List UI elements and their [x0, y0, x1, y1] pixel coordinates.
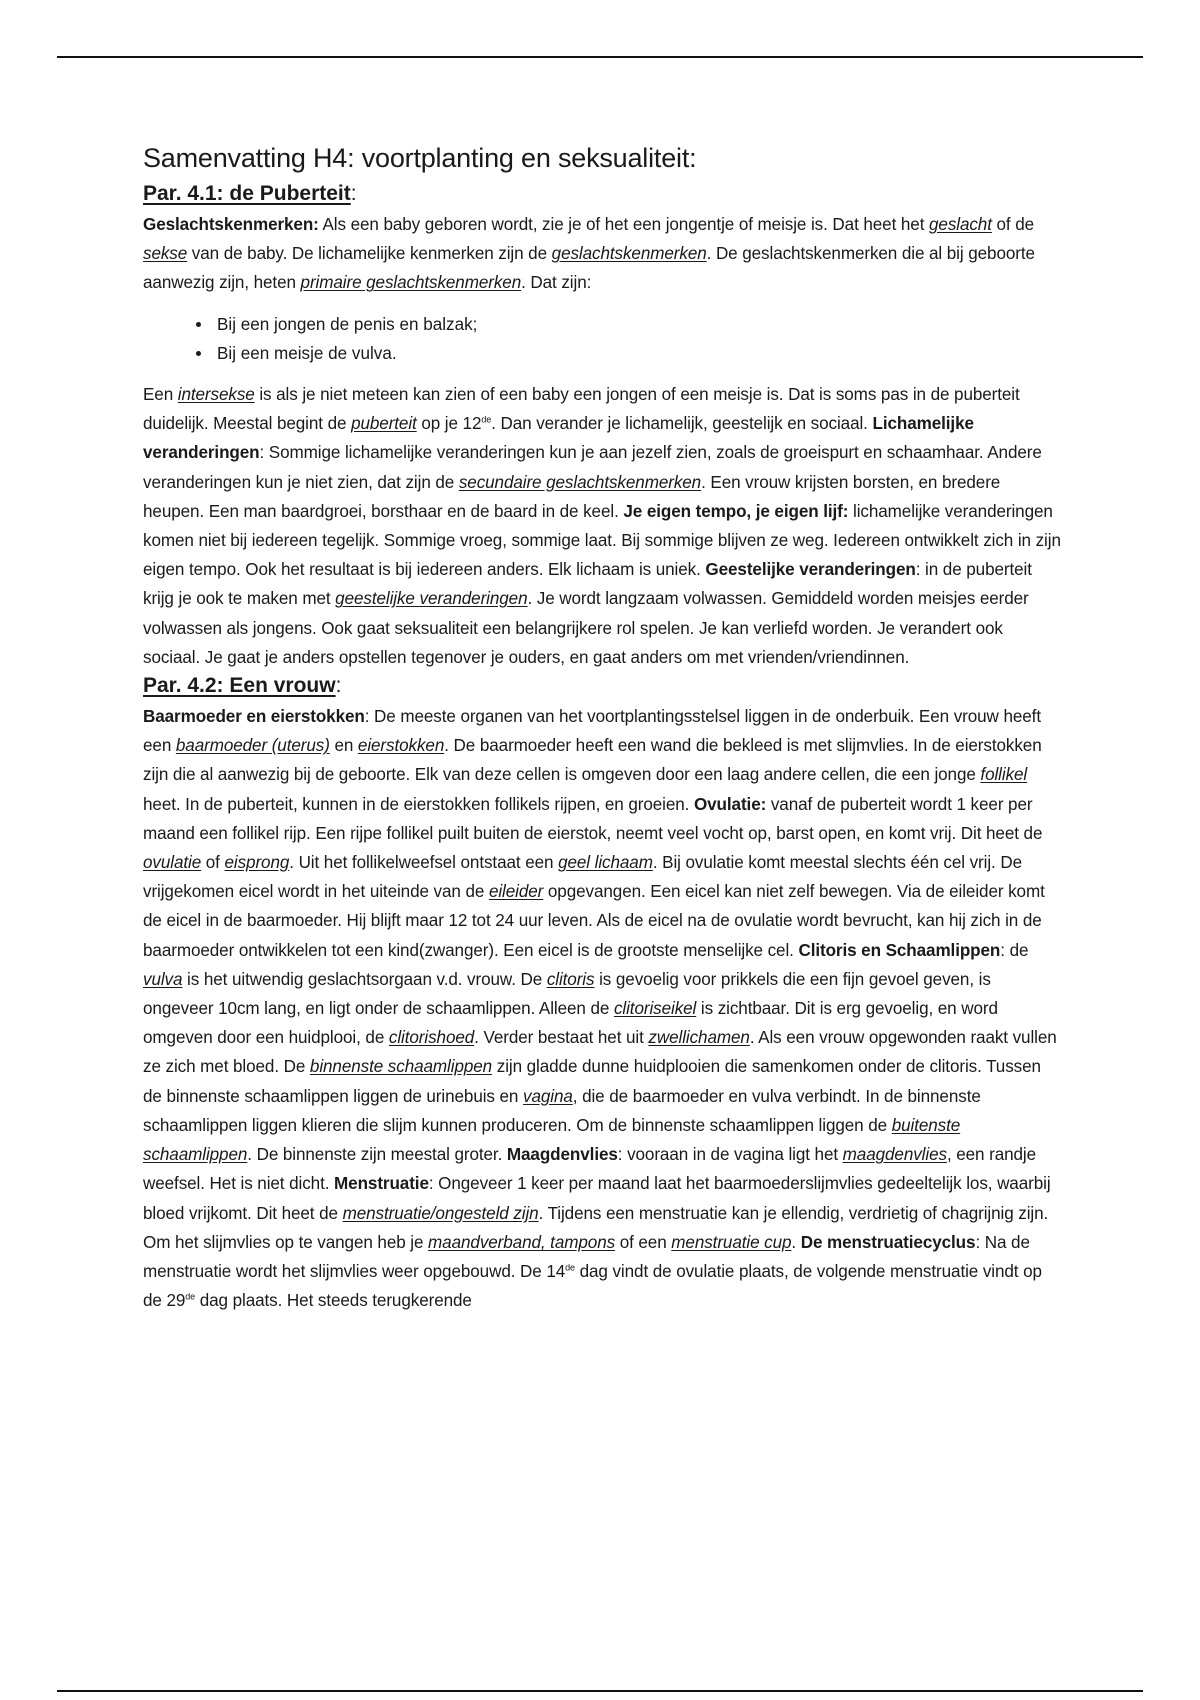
list-item: • Bij een meisje de vulva.: [213, 339, 1063, 368]
section-heading-vrouw: Par. 4.2: Een vrouw:: [143, 674, 342, 698]
paragraph-puberteit-veranderingen: Een intersekse is als je niet meteen kan zien of een baby een jongen of een meisje is. Dat is soms pas in de puberteit duidelijk. Meestal begint de puberteit op je 12de. Dan verander je lichamelijk, geestelijk en sociaal. Lichamelijke veranderingen: Sommige lichamelijke veranderingen kun je aan jezelf zien, zoals de groeispurt en schaamhaar. Andere veranderingen kun je niet zien, dat zijn de secundaire geslachtskenmerken. Een vrouw krijsten borsten, en bredere heupen. Een man baardgroei, borsthaar en de baard in de keel. Je eigen tempo, je eigen lijf: lichamelijke veranderingen komen niet bij iedereen tegelijk. Sommige vroeg, sommige laat. Bij sommige blijven ze weg. Iedereen ontwikkelt zich in zijn eigen tempo. Ook het resultaat is bij iedereen anders. Elk lichaam is uniek. Geestelijke veranderingen: in de puberteit krijg je ook te maken met geestelijke veranderingen. Je wordt langzaam volwassen. Gemiddeld worden meisjes eerder volwassen als jongens. Ook gaat seksualiteit een belangrijkere rol spelen. Je kan verliefd worden. Je verandert ook sociaal. Je gaat je anders opstellen tegenover je ouders, en gaat anders om met vrienden/vriendinnen.: [143, 385, 1061, 667]
paragraph-geslachtskenmerken: Geslachtskenmerken: Als een baby geboren wordt, zie je of het een jongentje of meisje is. Dat heet het geslacht of de sekse van de baby. De lichamelijke kenmerken zijn de geslachtskenmerken. De geslachtskenmerken die al bij geboorte aanwezig zijn, heten primaire geslachtskenmerken. Dat zijn:: [143, 215, 1035, 293]
document-page: [143, 140, 1063, 1315]
paragraph-vrouw: Baarmoeder en eierstokken: De meeste organen van het voortplantingsstelsel liggen in de onderbuik. Een vrouw heeft een baarmoeder (uterus) en eierstokken. De baarmoeder heeft een wand die bekleed is met slijmvlies. In de eierstokken zijn die al aanwezig bij de geboorte. Elk van deze cellen is omgeven door een laag andere cellen, die een jonge follikel heet. In de puberteit, kunnen in de eierstokken follikels rijpen, en groeien. Ovulatie: vanaf de puberteit wordt 1 keer per maand een follikel rijp. Een rijpe follikel puilt buiten de eierstok, neemt veel vocht op, barst open, en komt vrij. Dit heet de ovulatie of eisprong. Uit het follikelweefsel ontstaat een geel lichaam. Bij ovulatie komt meestal slechts één cel vrij. De vrijgekomen eicel wordt in het uiteinde van de eileider opgevangen. Een eicel kan niet zelf bewegen. Via de eileider komt de eicel in de baarmoeder. Hij blijft maar 12 tot 24 uur leven. Als de eicel na de ovulatie wordt bevrucht, kan hij zich in de baarmoeder ontwikkelen tot een kind(zwanger). Een eicel is de grootste menselijke cel. Clitoris en Schaamlippen: de vulva is het uitwendig geslachtsorgaan v.d. vrouw. De clitoris is gevoelig voor prikkels die een fijn gevoel geven, is ongeveer 10cm lang, en ligt onder de schaamlippen. Alleen de clitoriseikel is zichtbaar. Dit is erg gevoelig, en word omgeven door een huidplooi, de clitorishoed. Verder bestaat het uit zwellichamen. Als een vrouw opgewonden raakt vullen ze zich met bloed. De binnenste schaamlippen zijn gladde dunne huidplooien die samenkomen onder de clitoris. Tussen de binnenste schaamlippen liggen de urinebuis en vagina, die de baarmoeder en vulva verbindt. In de binnenste schaamlippen liggen klieren die slijm kunnen produceren. Om de binnenste schaamlippen liggen de buitenste schaamlippen. De binnenste zijn meestal groter. Maagdenvlies: vooraan in de vagina ligt het maagdenvlies, een randje weefsel. Het is niet dicht. Menstruatie: Ongeveer 1 keer per maand laat het baarmoederslijmvlies gedeeltelijk los, waarbij bloed vrijkomt. Dit heet de menstruatie/ongesteld zijn. Tijdens een menstruatie kan je ellendig, verdrietig of chagrijnig zijn. Om het slijmvlies op te vangen heb je maandverband, tampons of een menstruatie cup. De menstruatiecyclus: Na de menstruatie wordt het slijmvlies weer opgebouwd. De 14de dag vindt de ovulatie plaats, de volgende menstruatie vindt op de 29de dag plaats. Het steeds terugkerende: [143, 707, 1057, 1311]
header-rule: [57, 56, 1143, 58]
footer-rule: [57, 1690, 1143, 1692]
bullet-list-primaire-kenmerken: [143, 310, 1063, 368]
document-title: Samenvatting H4: voortplanting en seksualiteit:: [143, 143, 697, 173]
list-item: • Bij een jongen de penis en balzak;: [213, 310, 1063, 339]
section-heading-puberteit: Par. 4.1: de Puberteit:: [143, 182, 357, 205]
